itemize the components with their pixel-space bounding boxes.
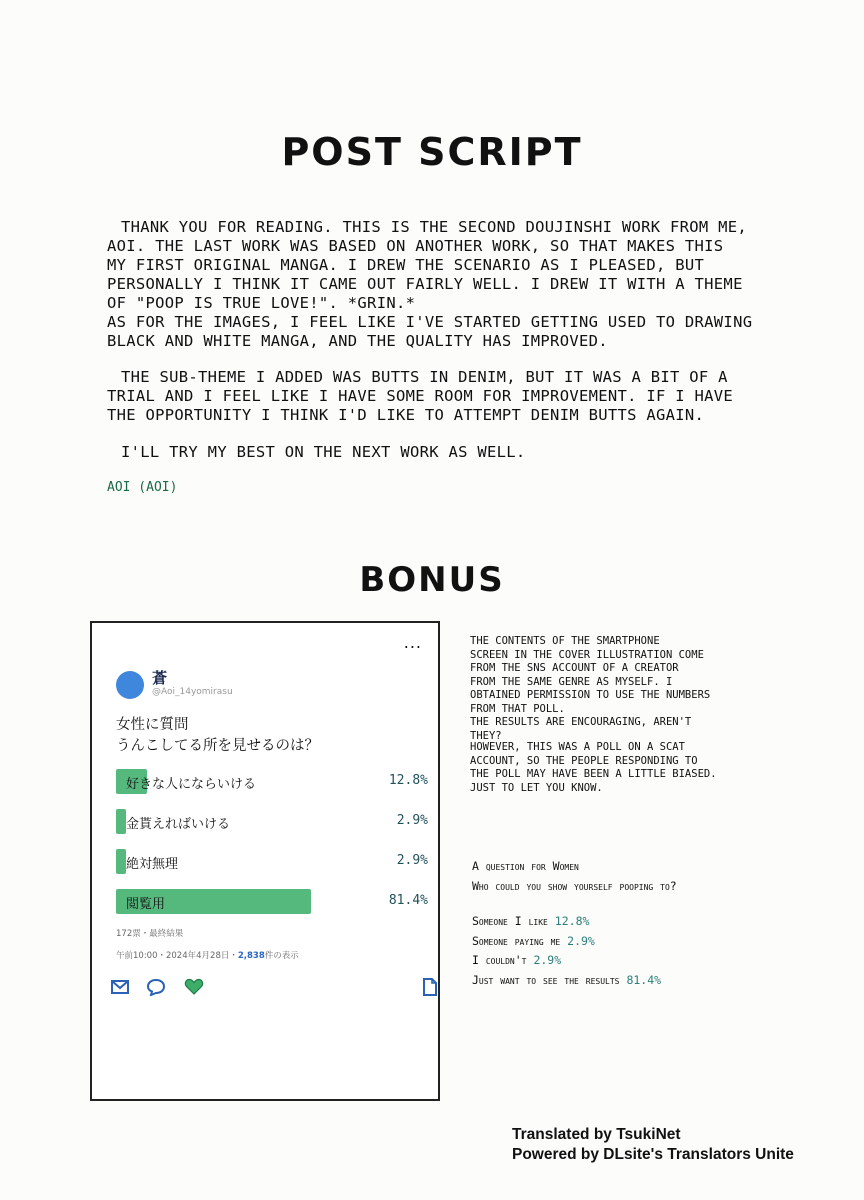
poll-option: [116, 889, 436, 914]
list-item: I couldn't 2.9%: [472, 953, 562, 967]
poll-option-percent: 2.9%: [396, 813, 428, 828]
poll-screenshot-card: [90, 621, 440, 1101]
text-line: BLACK AND WHITE MANGA, AND THE QUALITY HAS IMPROVED.: [107, 332, 608, 350]
document-icon[interactable]: [420, 978, 440, 996]
list-item: Someone paying me 2.9%: [472, 933, 595, 948]
text-line: THEY?: [470, 729, 502, 742]
poll-question: 女性に質問 うんこしてる所を見せるのは？: [116, 717, 319, 754]
account-name[interactable]: 蒼: [152, 669, 168, 687]
text-line: THE POLL MAY HAVE BEEN A LITTLE BIASED.: [470, 768, 717, 780]
poll-option: [116, 809, 436, 834]
poll-option-bar: [116, 849, 126, 874]
avatar[interactable]: [116, 671, 144, 699]
post-script-paragraph-3: [107, 443, 777, 462]
text-line: THE CONTENTS OF THE SMARTPHONE: [470, 635, 660, 647]
bonus-note-2: [470, 741, 770, 795]
text-line: FROM THE SNS ACCOUNT OF A CREATOR: [470, 662, 679, 674]
text-line: SCREEN IN THE COVER ILLUSTRATION COME: [470, 648, 704, 661]
poll-option-percent: 12.8%: [388, 773, 428, 788]
text-line: OF "POOP IS TRUE LOVE!". *GRIN.*: [107, 294, 416, 312]
poll-translation-heading: [472, 856, 677, 896]
text-line: THE RESULTS ARE ENCOURAGING, AREN'T: [470, 716, 692, 728]
account-handle: @Aoi_14yomirasu: [152, 687, 233, 697]
poll-translation-list: [472, 912, 661, 990]
credit-line: Powered by DLsite's Translators Unite: [512, 1146, 794, 1163]
poll-option-bar: [116, 809, 126, 834]
poll-option-percent: 81.4%: [388, 893, 428, 908]
poll-option-label: 閲覧用: [126, 897, 166, 912]
text-line: THE SUB-THEME I ADDED WAS BUTTS IN DENIM, BUT IT WAS A BIT OF A: [121, 368, 728, 386]
post-script-paragraph-2: [107, 368, 777, 425]
mail-icon[interactable]: [110, 978, 130, 996]
post-script-title: POST SCRIPT: [281, 130, 583, 174]
text-line: HOWEVER, THIS WAS A POLL ON A SCAT: [470, 741, 685, 753]
credit-line: Translated by TsukiNet: [512, 1126, 681, 1143]
text-line: OBTAINED PERMISSION TO USE THE NUMBERS: [470, 689, 711, 701]
comment-bubble-icon[interactable]: [146, 978, 166, 996]
poll-option: [116, 849, 436, 874]
text-line: JUST TO LET YOU KNOW.: [470, 781, 603, 794]
text-line: Who could you show yourself pooping to?: [472, 879, 677, 893]
text-line: MY FIRST ORIGINAL MANGA. I DREW THE SCENARIO AS I PLEASED, BUT: [107, 256, 705, 274]
text-line: THE OPPORTUNITY I THINK I'D LIKE TO ATTEMPT DENIM BUTTS AGAIN.: [107, 406, 705, 424]
text-line: FROM THAT POLL.: [470, 702, 565, 715]
post-script-paragraph-1: [107, 218, 777, 351]
list-item: Someone I like 12.8%: [472, 914, 590, 928]
text-line: TRIAL AND I FEEL LIKE I HAVE SOME ROOM FOR IMPROVEMENT. IF I HAVE: [107, 387, 734, 405]
text-line: I'LL TRY MY BEST ON THE NEXT WORK AS WELL.: [121, 443, 526, 461]
text-line: THANK YOU FOR READING. THIS IS THE SECOND DOUJINSHI WORK FROM ME,: [121, 218, 748, 236]
text-line: ACCOUNT, SO THE PEOPLE RESPONDING TO: [470, 754, 698, 767]
poll-option-percent: 2.9%: [396, 853, 428, 868]
poll-option: [116, 769, 436, 794]
view-count: 2,838: [237, 951, 265, 961]
text-line: FROM THE SAME GENRE AS MYSELF. I: [470, 675, 673, 688]
text-line: AOI. THE LAST WORK WAS BASED ON ANOTHER WORK, SO THAT MAKES THIS: [107, 237, 724, 255]
heart-icon[interactable]: [184, 978, 204, 996]
post-timestamp: 午前10:00・2024年4月28日・2,838件の表示: [116, 951, 299, 961]
text-line: PERSONALLY I THINK IT CAME OUT FAIRLY WELL. I DREW IT WITH A THEME: [107, 275, 743, 293]
text-line: A question for Women: [472, 859, 579, 873]
bonus-note-1: [470, 635, 770, 743]
author-signature: AOI (AOI): [107, 480, 178, 495]
list-item: Just want to see the results 81.4%: [472, 972, 662, 987]
poll-option-label: 好きな人にならいける: [126, 777, 257, 792]
poll-option-label: 金貰えればいける: [126, 817, 231, 832]
translation-credits: [512, 1125, 794, 1165]
poll-option-label: 絶対無理: [126, 857, 179, 872]
bonus-title: BONUS: [359, 560, 505, 600]
more-options-icon[interactable]: ...: [403, 633, 422, 652]
poll-vote-count: 172票・最終結果: [116, 929, 184, 939]
text-line: AS FOR THE IMAGES, I FEEL LIKE I'VE STARTED GETTING USED TO DRAWING: [107, 313, 753, 331]
